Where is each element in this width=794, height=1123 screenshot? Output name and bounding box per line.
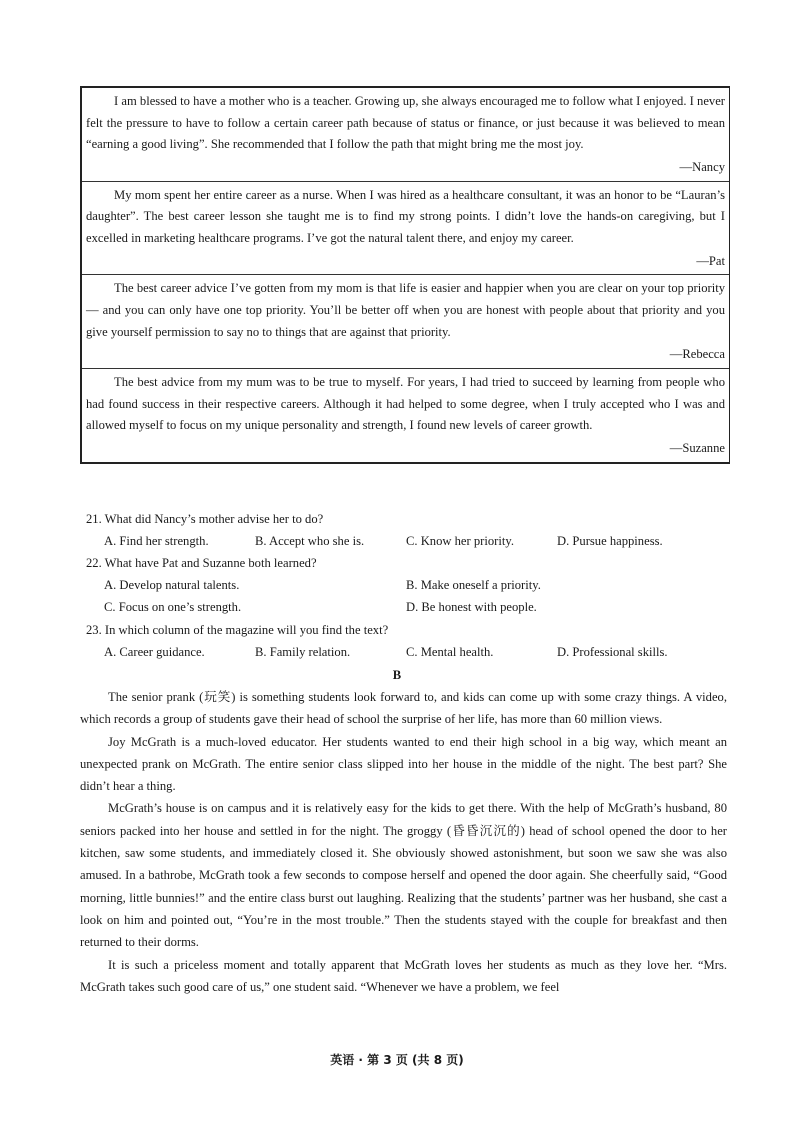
option-d[interactable]: D. Professional skills. (557, 645, 668, 659)
letter-box-suzanne (82, 369, 729, 462)
option-a[interactable]: A. Career guidance. (104, 645, 205, 659)
question-options (86, 575, 726, 597)
letter-signature: —Nancy (679, 159, 725, 174)
passage-paragraph: The senior prank (玩笑) is something students look forward to, and kids can come up with some crazy things. A video, which records a group of students gave their head of school the surprise of her life, has more than 60 million views. (80, 690, 727, 727)
question-stem: 23. In which column of the magazine will you find the text? (86, 623, 389, 637)
question-stem: 22. What have Pat and Suzanne both learned? (86, 556, 317, 570)
letter-text: I am blessed to have a mother who is a teacher. Growing up, she always encouraged me to follow what I enjoyed. I never felt the pressure to have to follow a certain career path because of status or finance, or just because it was believed to mean “earning a good living”. She recommended that I follow the path that might bring me the most joy. (86, 94, 725, 152)
option-c[interactable]: C. Focus on one’s strength. (104, 600, 242, 614)
option-c[interactable]: C. Know her priority. (406, 534, 514, 548)
option-b[interactable]: B. Accept who she is. (255, 534, 365, 548)
letter-signature: —Suzanne (669, 440, 725, 455)
option-b[interactable]: B. Family relation. (255, 645, 351, 659)
passage-b (80, 686, 727, 998)
option-c[interactable]: C. Mental health. (406, 645, 494, 659)
question-options (86, 642, 726, 664)
option-a[interactable]: A. Develop natural talents. (104, 578, 240, 592)
letters-table (80, 86, 730, 464)
option-a[interactable]: A. Find her strength. (104, 534, 209, 548)
letter-signature: —Pat (696, 253, 725, 268)
letter-box-pat (82, 182, 729, 276)
letter-text: The best career advice I’ve gotten from my mom is that life is easier and happier when you are clear on your top priority — and you can only have one top priority. You’ll be better off when you are honest with people about that priority and you give yourself permission to say no to things that are against that priority. (86, 281, 725, 339)
letter-box-rebecca (82, 275, 729, 369)
option-d[interactable]: D. Pursue happiness. (557, 534, 663, 548)
letter-text: My mom spent her entire career as a nurse. When I was hired as a healthcare consultant, it was an honor to be “Lauran’s daughter”. The best career lesson she taught me is to find my strong points. I didn’t love the hands-on caregiving, but I excelled in marketing healthcare programs. I’ve got the natural talent there, and enjoy my career. (86, 187, 725, 245)
section-heading: B (392, 668, 402, 682)
option-d[interactable]: D. Be honest with people. (406, 600, 537, 614)
question-options (86, 597, 726, 619)
passage-paragraph: Joy McGrath is a much-loved educator. Her students wanted to end their high school in a big way, which meant an unexpected prank on McGrath. The entire senior class slipped into her house in the middle of the night. The best part? She didn’t hear a thing. (80, 734, 727, 794)
letter-text: The best advice from my mum was to be true to myself. For years, I had tried to succeed by learning from people who had found success in their respective careers. Although it had helped to some degree, when I truly accepted who I was and allowed myself to focus on my unique personality and strength, I found new levels of career growth. (86, 374, 725, 433)
question-22 (86, 553, 726, 619)
passage-paragraph: McGrath’s house is on campus and it is relatively easy for the kids to get there. With the help of McGrath’s husband, 80 seniors packed into her house and settled in for the night. The groggy (昏昏沉沉的) head of school opened the door to her kitchen, saw some students, and immediately closed it. She obviously showed astonishment, but soon we saw she was also amused. In a bathrobe, McGrath took a few seconds to compose herself and opened the door again. She cheerfully said, “Good morning, little bunnies!” and the entire class burst out laughing. Realizing that the students’ partner was her husband, she cast a look on him and pointed out, “You’re in the most trouble.” Then the students stayed with the couple for breakfast and then returned to their dorms. (80, 801, 727, 950)
option-b[interactable]: B. Make oneself a priority. (406, 578, 541, 592)
question-21 (86, 509, 726, 553)
question-23 (86, 620, 726, 664)
passage-paragraph: It is such a priceless moment and totally apparent that McGrath loves her students as much as they love her. “Mrs. McGrath takes such good care of us,” one student said. “Whenever we have a problem, we feel (80, 957, 727, 994)
letter-signature: —Rebecca (669, 347, 725, 362)
letter-box-nancy (82, 88, 729, 182)
question-options (86, 531, 726, 553)
page-footer: 英语 · 第 3 页 (共 8 页) (330, 1053, 464, 1067)
question-stem: 21. What did Nancy’s mother advise her to do? (86, 512, 324, 526)
